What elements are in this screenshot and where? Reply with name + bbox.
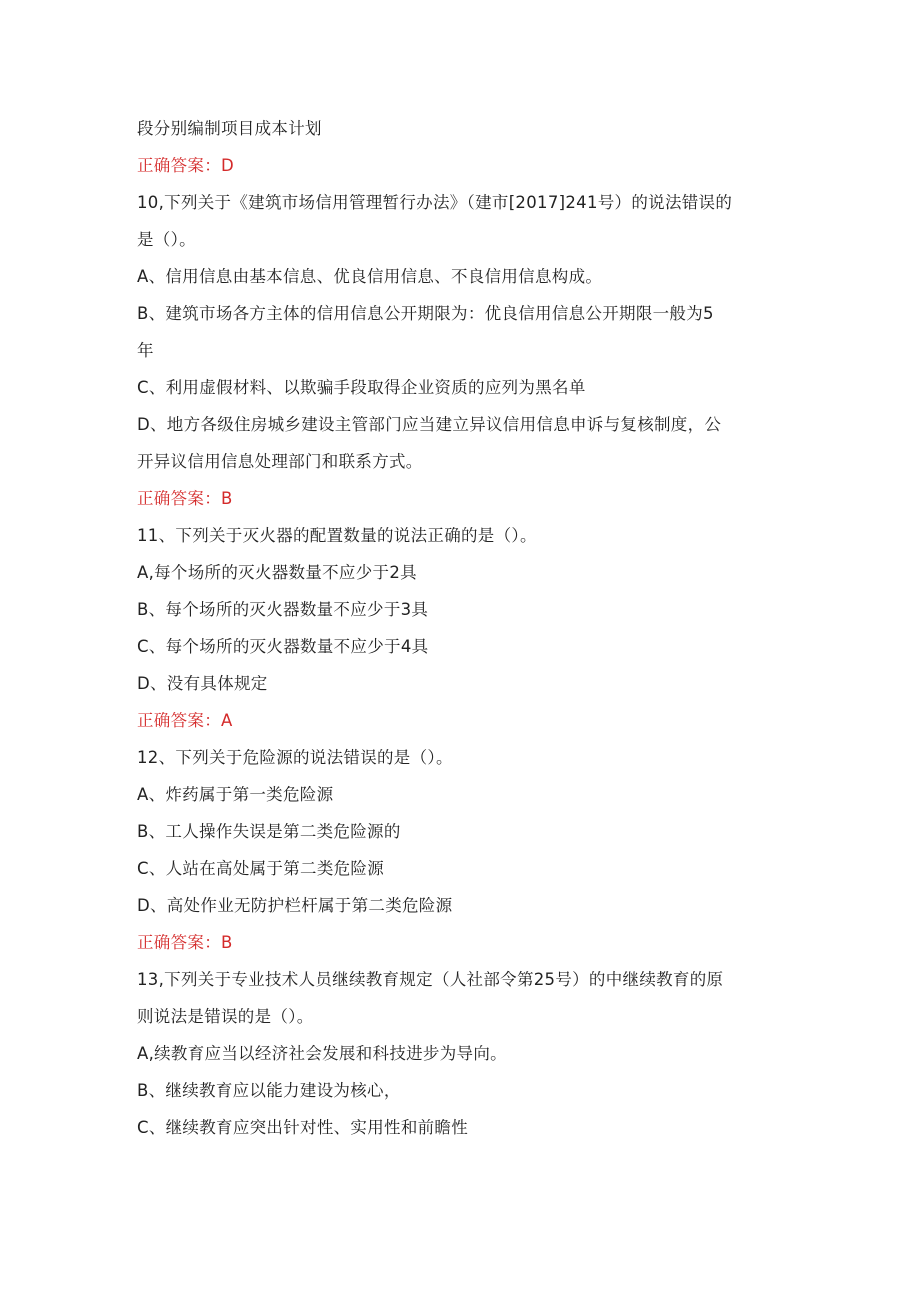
option-c: C、继续教育应突出针对性、实用性和前瞻性 bbox=[137, 1118, 469, 1137]
answer-line: 正确答案：A bbox=[137, 711, 233, 730]
option-b: B、工人操作失误是第二类危险源的 bbox=[137, 822, 401, 841]
document-content bbox=[137, 110, 787, 1146]
question-11: 11、下列关于灭火器的配置数量的说法正确的是（）。 bbox=[137, 526, 537, 545]
option-d: D、地方各级住房城乡建设主管部门应当建立异议信用信息申诉与复核制度，公 bbox=[137, 415, 722, 434]
option-b: B、建筑市场各方主体的信用信息公开期限为：优良信用信息公开期限一般为5 bbox=[137, 304, 714, 323]
option-a: A,每个场所的灭火器数量不应少于2具 bbox=[137, 563, 417, 582]
question-12: 12、下列关于危险源的说法错误的是（）。 bbox=[137, 748, 453, 767]
option-d-cont: 开异议信用信息处理部门和联系方式。 bbox=[137, 452, 423, 471]
option-d: D、高处作业无防护栏杆属于第二类危险源 bbox=[137, 896, 453, 915]
answer-line: 正确答案：D bbox=[137, 156, 235, 175]
text-line: 段分别编制项目成本计划 bbox=[137, 119, 322, 138]
option-c: C、人站在高处属于第二类危险源 bbox=[137, 859, 385, 878]
question-10: 10,下列关于《建筑市场信用管理暂行办法》（建市[2017]241号）的说法错误的 bbox=[137, 193, 733, 212]
option-b-cont: 年 bbox=[137, 341, 154, 360]
question-10-cont: 是（）。 bbox=[137, 230, 196, 249]
option-c: C、每个场所的灭火器数量不应少于4具 bbox=[137, 637, 429, 656]
option-b: B、继续教育应以能力建设为核心， bbox=[137, 1081, 401, 1100]
option-a: A、炸药属于第一类危险源 bbox=[137, 785, 334, 804]
question-13: 13,下列关于专业技术人员继续教育规定（人社部令第25号）的中继续教育的原 bbox=[137, 970, 724, 989]
option-b: B、每个场所的灭火器数量不应少于3具 bbox=[137, 600, 429, 619]
answer-line: 正确答案：B bbox=[137, 933, 233, 952]
option-c: C、利用虚假材料、以欺骗手段取得企业资质的应列为黑名单 bbox=[137, 378, 586, 397]
option-a: A、信用信息由基本信息、优良信用信息、不良信用信息构成。 bbox=[137, 267, 603, 286]
option-d: D、没有具体规定 bbox=[137, 674, 268, 693]
answer-line: 正确答案：B bbox=[137, 489, 233, 508]
option-a: A,续教育应当以经济社会发展和科技进步为导向。 bbox=[137, 1044, 507, 1063]
question-13-cont: 则说法是错误的是（）。 bbox=[137, 1007, 314, 1026]
